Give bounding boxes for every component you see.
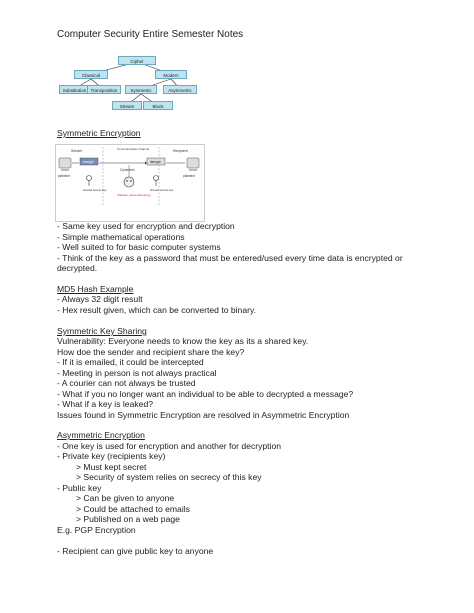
- heading-symmetric-key-sharing: Symmetric Key Sharing: [57, 326, 147, 336]
- text-line: > Published on a web page: [76, 514, 180, 524]
- heading-symmetric-encryption: Symmetric Encryption: [57, 128, 141, 138]
- node-transposition: Transposition: [87, 85, 121, 94]
- text-line: - Simple mathematical operations: [57, 232, 185, 242]
- text-line: E.g. PGP Encryption: [57, 525, 136, 535]
- node-asymmetric: Asymmetric: [163, 85, 197, 94]
- text-line: > Security of system relies on secrecy of this key: [76, 472, 262, 482]
- text-line: - What if you no longer want an individual to be able to decrypted a message?: [57, 389, 354, 399]
- node-symmetric: Symmetric: [125, 85, 157, 94]
- text-line: - Always 32 digit result: [57, 294, 143, 304]
- text-line: - Meeting in person is not always practical: [57, 368, 217, 378]
- node-substitution: Substitution: [59, 85, 90, 94]
- fig-plaintext-right: plaintext: [183, 174, 195, 178]
- node-cipher: Cipher: [118, 56, 156, 65]
- node-stream: Stream: [112, 101, 142, 110]
- text-line: decrypted.: [57, 263, 98, 273]
- text-line: - Public key: [57, 483, 102, 493]
- text-line: > Must kept secret: [76, 462, 147, 472]
- fig-attacker-label: Attacker (eavesdropping): [117, 193, 151, 197]
- node-classical: Classical: [74, 70, 108, 79]
- text-line: How doe the sender and recipient share the key?: [57, 347, 245, 357]
- text-line: - If it is emailed, it could be intercepted: [57, 357, 204, 367]
- fig-key-left: shared secret key: [83, 188, 107, 192]
- symmetric-encryption-figure: [55, 144, 205, 222]
- fig-ciphertext-label: Ciphertext: [120, 168, 135, 172]
- node-modern: Modern: [155, 70, 187, 79]
- text-line: Vulnerability: Everyone needs to know the key as its a shared key.: [57, 336, 309, 346]
- tree-connectors: [0, 0, 474, 130]
- text-line: Issues found in Symmetric Encryption are resolved in Asymmetric Encryption: [57, 410, 350, 420]
- text-line: - A courier can not always be trusted: [57, 378, 196, 388]
- text-line: - Recipient can give public key to anyone: [57, 546, 214, 556]
- fig-decrypt-box: decrypt: [150, 160, 161, 164]
- text-line: > Can be given to anyone: [76, 493, 175, 503]
- text-line: - What if a key is leaked?: [57, 399, 154, 409]
- text-line: - Private key (recipients key): [57, 451, 166, 461]
- text-line: - Same key used for encryption and decryption: [57, 221, 235, 231]
- heading-asymmetric-encryption: Asymmetric Encryption: [57, 430, 145, 440]
- fig-recipient-label: Recipient: [173, 149, 188, 153]
- text-line: - Well suited to for basic computer systems: [57, 242, 221, 252]
- fig-channel-label: Communication channel: [117, 147, 150, 151]
- text-line: - Think of the key as a password that must be entered/used every time data is encrypted or: [57, 253, 403, 263]
- page-title: Computer Security Entire Semester Notes: [57, 29, 244, 40]
- text-line: - One key is used for encryption and another for decryption: [57, 441, 282, 451]
- heading-md5: MD5 Hash Example: [57, 284, 134, 294]
- fig-encrypt-box: encrypt: [83, 160, 94, 164]
- text-line: > Could be attached to emails: [76, 504, 190, 514]
- fig-plaintext-left: plaintext: [58, 174, 70, 178]
- fig-key-right: shared secret key: [150, 188, 174, 192]
- text-line: - Hex result given, which can be converted to binary.: [57, 305, 257, 315]
- node-block: Block: [143, 101, 173, 110]
- fig-sender-label: Sender: [71, 149, 83, 153]
